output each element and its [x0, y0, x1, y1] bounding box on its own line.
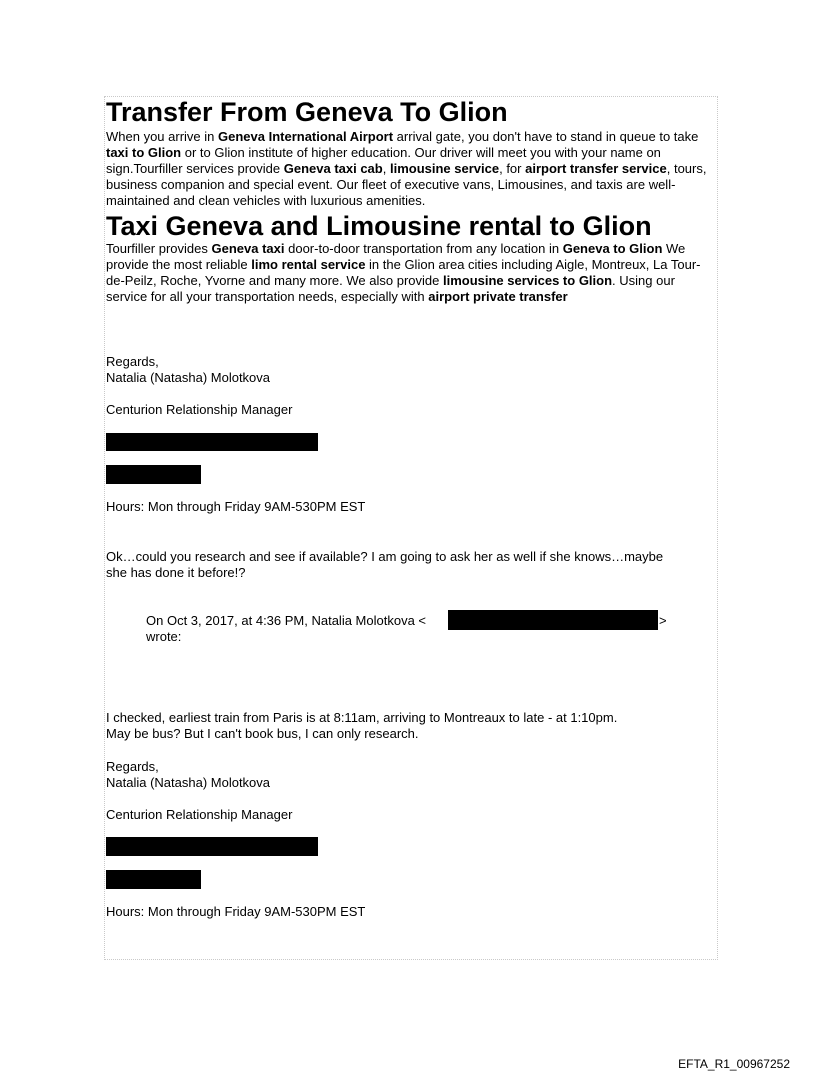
quote-wrote: wrote:	[146, 629, 182, 644]
bold-phrase: limousine services to Glion	[442, 273, 613, 288]
redaction-block	[106, 837, 318, 856]
text-run: in the Glion area cities including Aigle, Montreux, La Tour-de-Peilz, Roche, Yvorne and many more. We also provide	[106, 257, 701, 288]
bold-phrase: airport transfer service	[525, 161, 667, 176]
quote-header-suffix: >	[659, 613, 667, 628]
sig2-regards: Regards,	[106, 759, 159, 774]
paragraph-transfer	[106, 129, 718, 209]
bold-phrase: Geneva taxi cab	[283, 161, 383, 176]
bold-phrase: limousine service	[389, 161, 500, 176]
redaction-block	[106, 433, 318, 451]
message-line-1: I checked, earliest train from Paris is at 8:11am, arriving to Montreaux to late - at 1:10pm.	[106, 710, 618, 725]
reply-line-1: Ok…could you research and see if available? I am going to ask her as well if she knows…maybe	[106, 549, 664, 564]
heading-taxi-limo: Taxi Geneva and Limousine rental to Glion	[106, 211, 652, 241]
bold-phrase: Geneva International Airport	[218, 129, 394, 144]
bold-phrase: airport private transfer	[428, 289, 568, 304]
sig1-hours: Hours: Mon through Friday 9AM-530PM EST	[106, 499, 366, 514]
text-run: . Using our service for all your transportation needs, especially with	[106, 273, 675, 304]
redaction-block	[106, 870, 201, 889]
bold-phrase: Geneva taxi	[211, 241, 285, 256]
reply-line-2: she has done it before!?	[106, 565, 246, 580]
sig2-hours: Hours: Mon through Friday 9AM-530PM EST	[106, 904, 366, 919]
text-run: We provide the most reliable	[106, 241, 686, 272]
bold-phrase: limo rental service	[251, 257, 366, 272]
bold-phrase: Geneva to Glion	[562, 241, 663, 256]
sig1-regards: Regards,	[106, 354, 159, 369]
quote-header-prefix: On Oct 3, 2017, at 4:36 PM, Natalia Molotkova <	[146, 613, 427, 628]
bold-phrase: taxi to Glion	[106, 145, 182, 160]
document-id-footer: EFTA_R1_00967252	[678, 1057, 790, 1071]
text-run: or to Glion institute of higher education. Our driver will meet you with your name on sign.Tourfiller services provide	[106, 145, 661, 176]
redaction-block	[106, 465, 201, 484]
text-run: When you arrive in	[106, 129, 218, 144]
text-run: ,	[382, 161, 390, 176]
heading-transfer: Transfer From Geneva To Glion	[106, 97, 508, 127]
text-run: door-to-door transportation from any location in	[284, 241, 563, 256]
text-run: , for	[499, 161, 526, 176]
message-line-2: May be bus? But I can't book bus, I can only research.	[106, 726, 419, 741]
sig1-name: Natalia (Natasha) Molotkova	[106, 370, 271, 385]
sig2-name: Natalia (Natasha) Molotkova	[106, 775, 271, 790]
text-run: arrival gate, you don't have to stand in queue to take	[393, 129, 699, 144]
text-run: , tours, business companion and special event. Our fleet of executive vans, Limousines, and taxis are well-maintained and clean vehicles with luxurious amenities.	[106, 161, 707, 208]
redaction-block	[448, 610, 658, 630]
sig1-title: Centurion Relationship Manager	[106, 402, 293, 417]
sig2-title: Centurion Relationship Manager	[106, 807, 293, 822]
paragraph-taxi-limo	[106, 241, 718, 305]
text-run: Tourfiller provides	[106, 241, 212, 256]
